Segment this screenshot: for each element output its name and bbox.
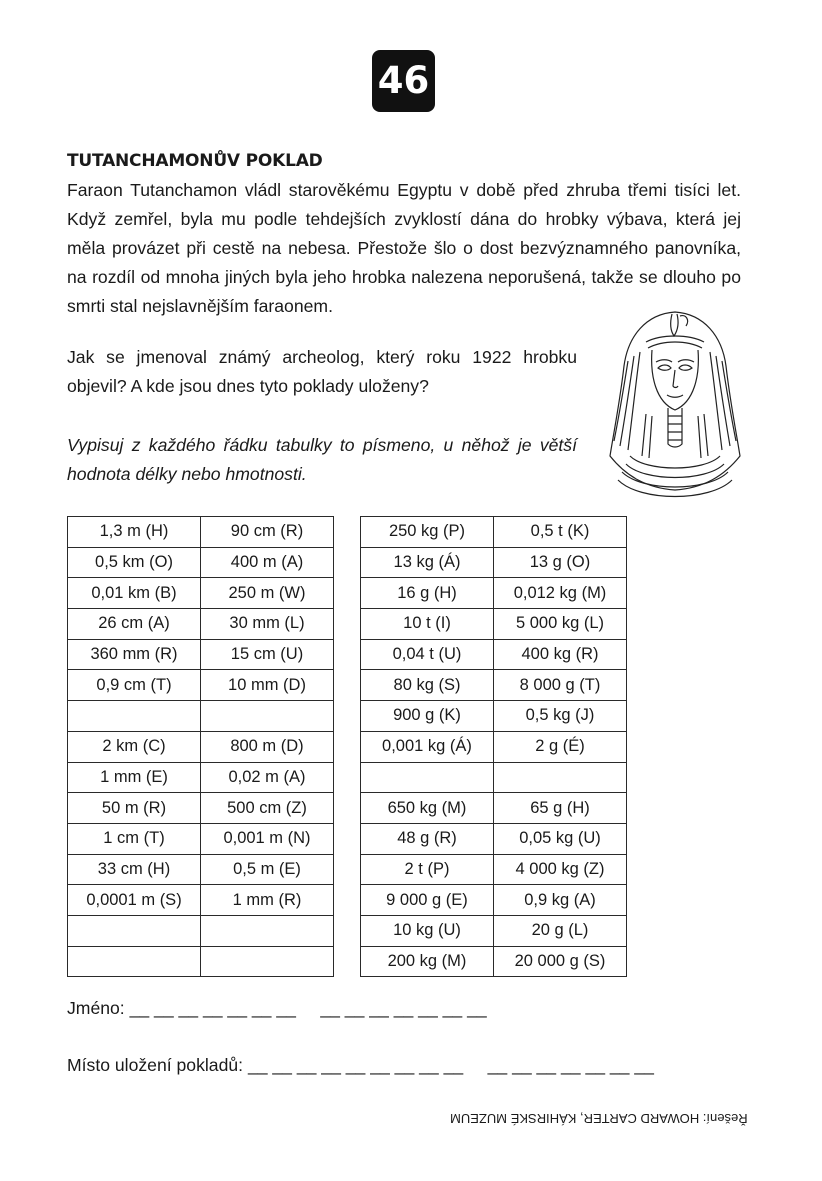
table-cell: 0,0001 m (S): [68, 885, 201, 916]
table-row: [68, 517, 334, 548]
table-cell: 200 kg (M): [361, 946, 494, 977]
table-cell: 80 kg (S): [361, 670, 494, 701]
table-cell: 0,9 kg (A): [494, 885, 627, 916]
table-cell: 30 mm (L): [201, 609, 334, 640]
table-cell: 20 000 g (S): [494, 946, 627, 977]
table-cell: 0,05 kg (U): [494, 823, 627, 854]
table-row: [361, 885, 627, 916]
instruction-paragraph: Vypisuj z každého řádku tabulky to písmeno, u něhož je větší hodnota délky nebo hmotnosti.: [67, 435, 577, 484]
place-label: Místo uložení pokladů:: [67, 1055, 244, 1075]
table-cell: 48 g (R): [361, 823, 494, 854]
table-row: [361, 701, 627, 732]
table-cell: 9 000 g (E): [361, 885, 494, 916]
upside-down-solution: Řešení: HOWARD CARTER, KÁHIRSKÉ MUZEUM: [450, 1111, 748, 1126]
table-cell: 20 g (L): [494, 915, 627, 946]
table-lengths: [67, 516, 334, 977]
table-row: [68, 578, 334, 609]
table-cell: [201, 915, 334, 946]
table-row: [361, 609, 627, 640]
table-cell: 1 mm (E): [68, 762, 201, 793]
table-cell: 5 000 kg (L): [494, 609, 627, 640]
table-cell: 50 m (R): [68, 793, 201, 824]
table-row: [68, 639, 334, 670]
table-row: [361, 639, 627, 670]
page-number-badge: 46: [372, 50, 435, 112]
table-cell: 1,3 m (H): [68, 517, 201, 548]
question-paragraph: Jak se jmenoval známý archeolog, který roku 1922 hrobku objevil? A kde jsou dnes tyto poklady uloženy?: [67, 347, 577, 396]
table-row: [361, 854, 627, 885]
table-row: [361, 823, 627, 854]
table-cell: 13 kg (Á): [361, 547, 494, 578]
table-row: [361, 731, 627, 762]
table-cell: [68, 701, 201, 732]
table-cell: 0,001 m (N): [201, 823, 334, 854]
table-row: [68, 731, 334, 762]
table-cell: 650 kg (M): [361, 793, 494, 824]
table-row: [68, 670, 334, 701]
table-cell: 800 m (D): [201, 731, 334, 762]
table-cell: [494, 762, 627, 793]
table-row: [68, 823, 334, 854]
intro-paragraph: Faraon Tutanchamon vládl starověkému Egyptu v době před zhruba třemi tisíci let. Když zemřel, byla mu podle tehdejších zvyklostí dána do hrobky výbava, která jej měla provázet při cestě na nebesa. Přestože šlo o dost bezvýznamného panovníka, na rozdíl od mnoha jiných byla jeho hrobka nalezena neporušená, takže se dlouho po smrti stal nejslavnějším faraonem.: [67, 180, 741, 316]
table-cell: 360 mm (R): [68, 639, 201, 670]
table-cell: 10 t (I): [361, 609, 494, 640]
table-cell: 250 kg (P): [361, 517, 494, 548]
table-cell: 0,5 kg (J): [494, 701, 627, 732]
table-cell: 400 kg (R): [494, 639, 627, 670]
table-row: [361, 915, 627, 946]
table-row: [361, 517, 627, 548]
table-row: [361, 946, 627, 977]
table-cell: 900 g (K): [361, 701, 494, 732]
table-cell: 0,5 km (O): [68, 547, 201, 578]
table-weights: [360, 516, 627, 977]
table-cell: 0,001 kg (Á): [361, 731, 494, 762]
table-cell: [201, 701, 334, 732]
table-row: [68, 885, 334, 916]
table-cell: 500 cm (Z): [201, 793, 334, 824]
table-cell: [68, 946, 201, 977]
table-cell: 1 cm (T): [68, 823, 201, 854]
place-blanks[interactable]: __ __ __ __ __ __ __ __ __ __ __ __ __ __ __ __: [247, 1055, 654, 1075]
table-row: [361, 578, 627, 609]
table-cell: 2 t (P): [361, 854, 494, 885]
table-cell: 0,9 cm (T): [68, 670, 201, 701]
table-cell: 26 cm (A): [68, 609, 201, 640]
table-row: [68, 854, 334, 885]
page-title: TUTANCHAMONŮV POKLAD: [67, 151, 323, 171]
table-cell: 2 g (É): [494, 731, 627, 762]
tutankhamun-mask-illustration: [606, 306, 744, 510]
table-cell: 4 000 kg (Z): [494, 854, 627, 885]
table-row: [68, 762, 334, 793]
table-row: [361, 762, 627, 793]
table-cell: 250 m (W): [201, 578, 334, 609]
table-row: [68, 609, 334, 640]
name-label: Jméno:: [67, 998, 125, 1018]
table-cell: 10 kg (U): [361, 915, 494, 946]
table-row: [68, 793, 334, 824]
place-answer-line[interactable]: [67, 1055, 654, 1076]
table-row: [361, 547, 627, 578]
table-cell: 0,04 t (U): [361, 639, 494, 670]
table-cell: 0,5 t (K): [494, 517, 627, 548]
table-cell: 15 cm (U): [201, 639, 334, 670]
table-row: [361, 793, 627, 824]
table-row: [68, 701, 334, 732]
table-cell: 2 km (C): [68, 731, 201, 762]
table-cell: 0,01 km (B): [68, 578, 201, 609]
table-cell: 33 cm (H): [68, 854, 201, 885]
name-blanks[interactable]: __ __ __ __ __ __ __ __ __ __ __ __ __ __: [129, 998, 487, 1018]
table-cell: 16 g (H): [361, 578, 494, 609]
name-answer-line[interactable]: [67, 998, 487, 1019]
table-row: [68, 547, 334, 578]
table-cell: 0,5 m (E): [201, 854, 334, 885]
table-cell: 1 mm (R): [201, 885, 334, 916]
table-cell: 8 000 g (T): [494, 670, 627, 701]
table-row: [68, 946, 334, 977]
table-cell: [68, 915, 201, 946]
table-row: [68, 915, 334, 946]
table-cell: 0,02 m (A): [201, 762, 334, 793]
table-row: [361, 670, 627, 701]
table-cell: [361, 762, 494, 793]
table-cell: 65 g (H): [494, 793, 627, 824]
table-cell: 0,012 kg (M): [494, 578, 627, 609]
table-cell: 13 g (O): [494, 547, 627, 578]
table-cell: [201, 946, 334, 977]
table-cell: 400 m (A): [201, 547, 334, 578]
table-cell: 10 mm (D): [201, 670, 334, 701]
table-cell: 90 cm (R): [201, 517, 334, 548]
